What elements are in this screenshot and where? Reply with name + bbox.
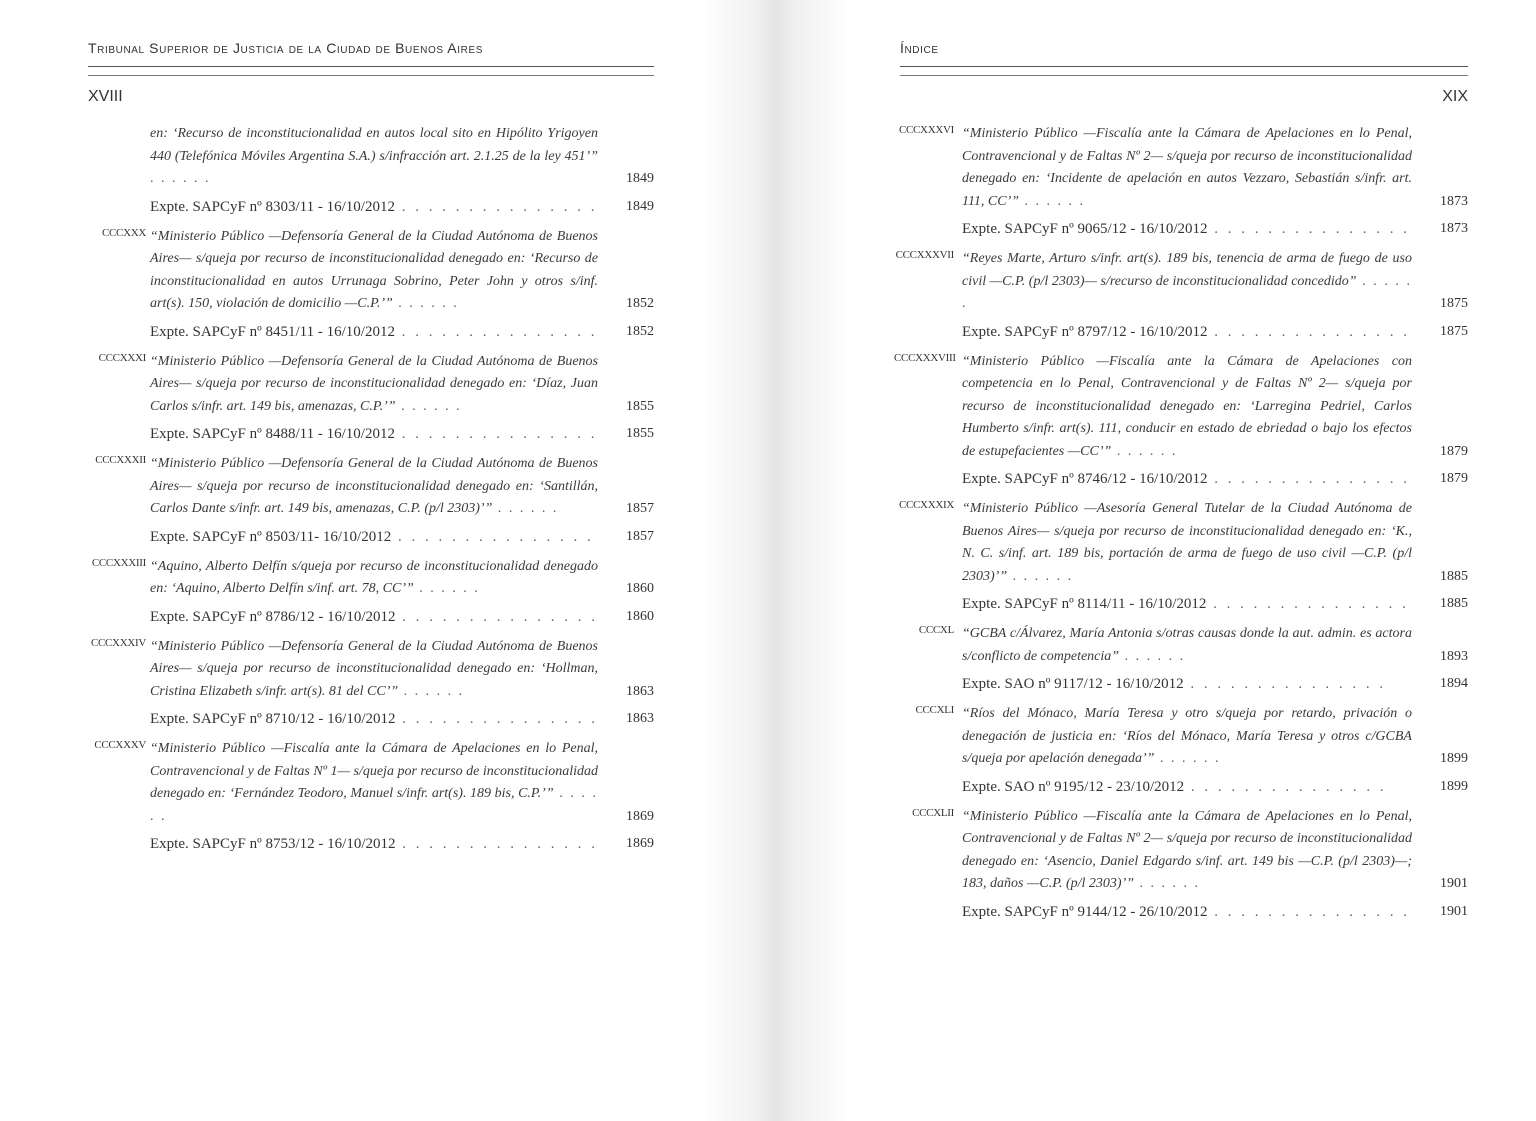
expte-page: 1855: [626, 426, 654, 441]
entry-title: [962, 351, 1412, 464]
dot-leader: . . . . . .: [413, 581, 480, 596]
entry-title: [150, 738, 598, 828]
entry-page: 1852: [626, 296, 654, 311]
entry-title-text: “Ministerio Público —Defensoría General de la Ciudad Autónoma de Buenos Aires— s/queja por recurso de inconstitucionalidad denegado en: ‘Santillán, Carlos Dante s/infr. art. 149 bis, amenazas, C.P. (p/l 2303)’”: [150, 456, 598, 516]
entry-numeral: CCCXXXIV: [90, 636, 146, 649]
header-rule: [900, 75, 1468, 76]
expte-reference: Expte. SAO nº 9195/12 - 23/10/2012: [962, 778, 1185, 795]
entry-numeral: CCCXL: [918, 624, 954, 636]
index-entry: [900, 123, 1468, 240]
expte-line: [962, 218, 1468, 240]
entry-body: [962, 123, 1468, 240]
dot-leader: . . . . . .: [150, 786, 599, 824]
expte-reference: Expte. SAPCyF nº 9065/12 - 16/10/2012: [962, 221, 1208, 237]
entry-numeral: CCCXXXI: [98, 351, 146, 364]
entry-page: 1855: [626, 398, 654, 414]
dot-leader: . . . . . . . . . . . . . . .: [394, 198, 598, 215]
entry-body: [150, 556, 654, 628]
entry-title: [962, 806, 1412, 896]
expte-page: 1901: [1440, 903, 1468, 919]
index-entry: [88, 351, 654, 446]
expte-reference: Expte. SAPCyF nº 9144/12 - 26/10/2012: [962, 903, 1208, 920]
expte-line: [962, 593, 1468, 615]
expte-page: 1857: [626, 528, 654, 544]
entry-body: [962, 498, 1468, 615]
dot-leader: . . . . . .: [1134, 876, 1201, 891]
expte-line: [150, 526, 654, 548]
dot-leader: . . . . . .: [1119, 648, 1186, 664]
entry-numeral: CCCXXX: [101, 226, 146, 239]
index-entry: [900, 806, 1468, 923]
expte-line: [962, 901, 1468, 923]
index-entry: [88, 738, 654, 855]
dot-leader: . . . . . .: [398, 683, 465, 699]
expte-page: 1899: [1440, 778, 1468, 794]
expte-reference: Expte. SAPCyF nº 8786/12 - 16/10/2012: [150, 608, 396, 625]
entry-title-text: en: ‘Recurso de inconstitucionalidad en autos local sito en Hipólito Yrigoyen 440 (Telefónica Móviles Argentina S.A.) s/infracción art. 2.1.25 de la ley 451’”: [150, 126, 598, 164]
entry-body: [150, 738, 654, 855]
entry-title-block: [962, 498, 1468, 588]
entry-title-block: [150, 226, 654, 316]
expte-page: 1879: [1440, 471, 1468, 486]
entry-numeral: CCCXXXV: [94, 739, 146, 751]
index-entry: [894, 351, 1468, 491]
expte-line: [150, 606, 654, 628]
dot-leader: . . . . . .: [1154, 751, 1221, 766]
dot-leader: . . . . . . . . . . . . . . .: [394, 426, 598, 442]
entry-title: [150, 636, 598, 704]
expte-line: [150, 833, 654, 855]
index-entry: [895, 248, 1468, 343]
entry-page: 1885: [1440, 568, 1468, 584]
expte-line: [962, 673, 1468, 695]
entry-title-text: “Ministerio Público —Fiscalía ante la Cámara de Apelaciones con competencia en lo Penal, Contravencional y de Faltas Nº 2— s/queja por recurso de inconstitucionalidad denegado en: ‘Larregina Pedriel, Carlos Humberto s/infr. art(s). 111, conducir en estado de ebriedad o bajo los efectos de estupefacientes —CC’”: [962, 353, 1412, 459]
entry-title-text: “GCBA c/Álvarez, María Antonia s/otras causas donde la aut. admin. es actora s/conflicto de competencia”: [962, 626, 1412, 664]
entry-numeral: CCCXXXIII: [91, 556, 146, 569]
entry-body: [962, 623, 1468, 695]
index-entry: [88, 636, 654, 731]
entry-numeral: CCCXLII: [912, 806, 954, 819]
expte-line: [150, 423, 654, 445]
left-page: [88, 0, 654, 1121]
entry-title: [150, 453, 598, 521]
running-head: Tribunal Superior de Justicia de la Ciudad de Buenos Aires: [88, 40, 483, 56]
book-gutter: [700, 0, 850, 1121]
dot-leader: . . . . . . . . . . . . . . .: [1207, 323, 1411, 340]
index-entry: [88, 226, 654, 343]
entry-page: 1849: [626, 171, 654, 186]
entry-title-block: [962, 623, 1468, 668]
dot-leader: . . . . . . . . . . . . . . .: [1207, 903, 1411, 920]
dot-leader: . . . . . . . . . . . . . . .: [395, 836, 599, 852]
entry-numeral: CCCXXXVIII: [894, 351, 956, 364]
entry-title-block: [962, 248, 1468, 316]
page-number: XVIII: [88, 88, 123, 105]
entry-title-block: [150, 636, 654, 704]
right-page: [894, 0, 1468, 1121]
expte-line: [962, 468, 1468, 490]
entry-title-block: [150, 123, 654, 191]
expte-reference: Expte. SAPCyF nº 8797/12 - 16/10/2012: [962, 323, 1208, 340]
index-entry: [900, 703, 1468, 798]
dot-leader: . . . . . . . . . . . . . . .: [395, 608, 599, 625]
header-rule: [88, 66, 654, 67]
dot-leader: . . . . . .: [492, 501, 559, 516]
index-entries: [88, 123, 654, 863]
entry-title: [962, 703, 1412, 771]
entry-title: [150, 556, 598, 601]
expte-reference: Expte. SAPCyF nº 8451/11 - 16/10/2012: [150, 323, 395, 340]
index-entry: [88, 453, 654, 548]
entry-title-text: “Ministerio Público —Defensoría General de la Ciudad Autónoma de Buenos Aires— s/queja por recurso de inconstitucionalidad denegado en: ‘Hollman, Cristina Elizabeth s/infr. art(s). 81 del CC’”: [150, 638, 598, 699]
expte-page: 1852: [626, 323, 654, 339]
entry-page: 1875: [1440, 296, 1468, 311]
entry-body: [962, 248, 1468, 343]
entry-numeral: CCCXLI: [915, 704, 954, 716]
entry-page: 1899: [1440, 751, 1468, 766]
entry-title-text: “Reyes Marte, Arturo s/infr. art(s). 189 bis, tenencia de arma de fuego de uso civil —C.P. (p/l 2303)— s/recurso de inconstitucionalidad concedido”: [962, 251, 1412, 289]
entry-title-block: [962, 806, 1468, 896]
expte-line: [150, 708, 654, 730]
expte-page: 1885: [1440, 596, 1468, 611]
entry-title-block: [962, 703, 1468, 771]
entry-title-text: “Aquino, Alberto Delfín s/queja por recurso de inconstitucionalidad denegado en: ‘Aquino, Alberto Delfín s/inf. art. 78, CC’”: [150, 558, 598, 596]
dot-leader: . . . . . .: [962, 273, 1412, 311]
expte-reference: Expte. SAPCyF nº 8503/11- 16/10/2012: [150, 528, 392, 545]
entry-body: [150, 351, 654, 446]
index-entry: [88, 556, 654, 628]
running-head: Índice: [900, 40, 939, 56]
expte-line: [150, 321, 654, 343]
dot-leader: . . . . . . . . . . . . . . .: [394, 323, 598, 340]
entry-title-block: [962, 351, 1468, 464]
dot-leader: . . . . . .: [392, 296, 459, 311]
dot-leader: . . . . . . . . . . . . . . .: [1183, 676, 1387, 692]
dot-leader: . . . . . . . . . . . . . . .: [1207, 471, 1411, 487]
dot-leader: . . . . . .: [1111, 443, 1178, 459]
dot-leader: . . . . . .: [1019, 193, 1086, 209]
page-number: XIX: [1442, 88, 1468, 105]
entry-title-text: “Ministerio Público —Fiscalía ante la Cámara de Apelaciones en lo Penal, Contravencional y de Faltas Nº 2— s/queja por recurso de inconstitucionalidad denegado en: ‘Incidente de apelación en autos Vezzaro, Sebastián s/infr. art. 111, CC’”: [962, 126, 1412, 209]
entry-numeral: CCCXXXII: [95, 454, 146, 466]
dot-leader: . . . . . . . . . . . . . . .: [395, 711, 599, 727]
index-entry: [88, 123, 654, 218]
index-entry: [900, 498, 1468, 615]
header-rule: [900, 66, 1468, 67]
entry-body: [150, 226, 654, 343]
index-entries: [894, 123, 1468, 931]
entry-title: [962, 123, 1412, 213]
entry-title-block: [150, 738, 654, 828]
dot-leader: . . . . . .: [150, 171, 211, 186]
expte-reference: Expte. SAPCyF nº 8488/11 - 16/10/2012: [150, 426, 395, 442]
entry-body: [962, 806, 1468, 923]
entry-body: [962, 703, 1468, 798]
entry-title-text: “Ministerio Público —Fiscalía ante la Cámara de Apelaciones en lo Penal, Contravencional y de Faltas Nº 1— s/queja por recurso de inconstitucionalidad denegado en: ‘Fernández Teodoro, Manuel s/infr. art(s). 189 bis, C.P.’”: [150, 741, 598, 801]
entry-title: [962, 498, 1412, 588]
entry-body: [150, 636, 654, 731]
entry-numeral: CCCXXXIX: [898, 499, 954, 511]
expte-reference: Expte. SAO nº 9117/12 - 16/10/2012: [962, 676, 1184, 692]
entry-title-block: [962, 123, 1468, 213]
expte-line: [962, 776, 1468, 798]
entry-title-text: “Ministerio Público —Asesoría General Tutelar de la Ciudad Autónoma de Buenos Aires— s/queja por recurso de inconstitucionalidad denegado en: ‘K., N. C. s/inf. art. 189 bis, portación de arma de fuego de uso civil —C.P. (p/l 2303)’”: [962, 501, 1412, 584]
entry-title-text: “Ríos del Mónaco, María Teresa y otro s/queja por retardo, privación o denegación de justicia en: ‘Ríos del Mónaco, María Teresa y otros c/GCBA s/queja por apelación denegada’”: [962, 706, 1412, 766]
expte-reference: Expte. SAPCyF nº 8753/12 - 16/10/2012: [150, 836, 396, 852]
entry-page: 1893: [1440, 648, 1468, 664]
expte-page: 1863: [626, 711, 654, 726]
index-entry: [900, 623, 1468, 695]
expte-line: [150, 196, 654, 218]
entry-page: 1901: [1440, 876, 1468, 891]
entry-page: 1869: [626, 808, 654, 824]
dot-leader: . . . . . .: [395, 398, 462, 414]
entry-page: 1863: [626, 683, 654, 699]
expte-page: 1869: [626, 836, 654, 851]
expte-line: [962, 321, 1468, 343]
expte-page: 1873: [1440, 221, 1468, 236]
entry-body: [150, 123, 654, 218]
entry-title: [962, 623, 1412, 668]
expte-page: 1894: [1440, 676, 1468, 691]
expte-reference: Expte. SAPCyF nº 8303/11 - 16/10/2012: [150, 198, 395, 215]
expte-reference: Expte. SAPCyF nº 8114/11 - 16/10/2012: [962, 596, 1207, 612]
entry-title: [150, 123, 598, 191]
entry-title-block: [150, 556, 654, 601]
entry-title: [150, 351, 598, 419]
expte-page: 1860: [626, 608, 654, 624]
entry-page: 1873: [1440, 193, 1468, 209]
entry-body: [962, 351, 1468, 491]
header-rule: [88, 75, 654, 76]
expte-page: 1849: [626, 198, 654, 214]
dot-leader: . . . . . .: [1007, 568, 1074, 584]
entry-title-text: “Ministerio Público —Defensoría General de la Ciudad Autónoma de Buenos Aires— s/queja por recurso de inconstitucionalidad denegado en: ‘Recurso de inconstitucionalidad en autos Urrunaga Sobrino, Peter John y otros s/inf. art(s). 150, violación de domicilio —C.P.’”: [150, 228, 598, 311]
entry-body: [150, 453, 654, 548]
entry-page: 1857: [626, 501, 654, 516]
entry-title: [962, 248, 1412, 316]
dot-leader: . . . . . . . . . . . . . . .: [1206, 596, 1409, 612]
entry-title-text: “Ministerio Público —Defensoría General de la Ciudad Autónoma de Buenos Aires— s/queja por recurso de inconstitucionalidad denegado en: ‘Díaz, Juan Carlos s/infr. art. 149 bis, amenazas, C.P.’”: [150, 353, 598, 414]
entry-title-block: [150, 453, 654, 521]
dot-leader: . . . . . . . . . . . . . . .: [1207, 221, 1411, 237]
dot-leader: . . . . . . . . . . . . . . .: [1184, 778, 1387, 795]
entry-title: [150, 226, 598, 316]
entry-page: 1860: [626, 581, 654, 596]
entry-title-text: “Ministerio Público —Fiscalía ante la Cámara de Apelaciones en lo Penal, Contravencional y de Faltas Nº 2— s/queja por recurso de inconstitucionalidad denegado en: ‘Asencio, Daniel Edgardo s/inf. art. 149 bis —C.P. (p/l 2303)—; 183, daños —C.P. (p/l 2303)’”: [962, 808, 1412, 891]
expte-reference: Expte. SAPCyF nº 8746/12 - 16/10/2012: [962, 471, 1208, 487]
entry-title-block: [150, 351, 654, 419]
entry-page: 1879: [1440, 443, 1468, 459]
expte-reference: Expte. SAPCyF nº 8710/12 - 16/10/2012: [150, 711, 396, 727]
expte-page: 1875: [1440, 323, 1468, 339]
entry-numeral: CCCXXXVII: [895, 249, 954, 261]
dot-leader: . . . . . . . . . . . . . . .: [391, 528, 594, 545]
entry-numeral: CCCXXXVI: [898, 124, 954, 136]
